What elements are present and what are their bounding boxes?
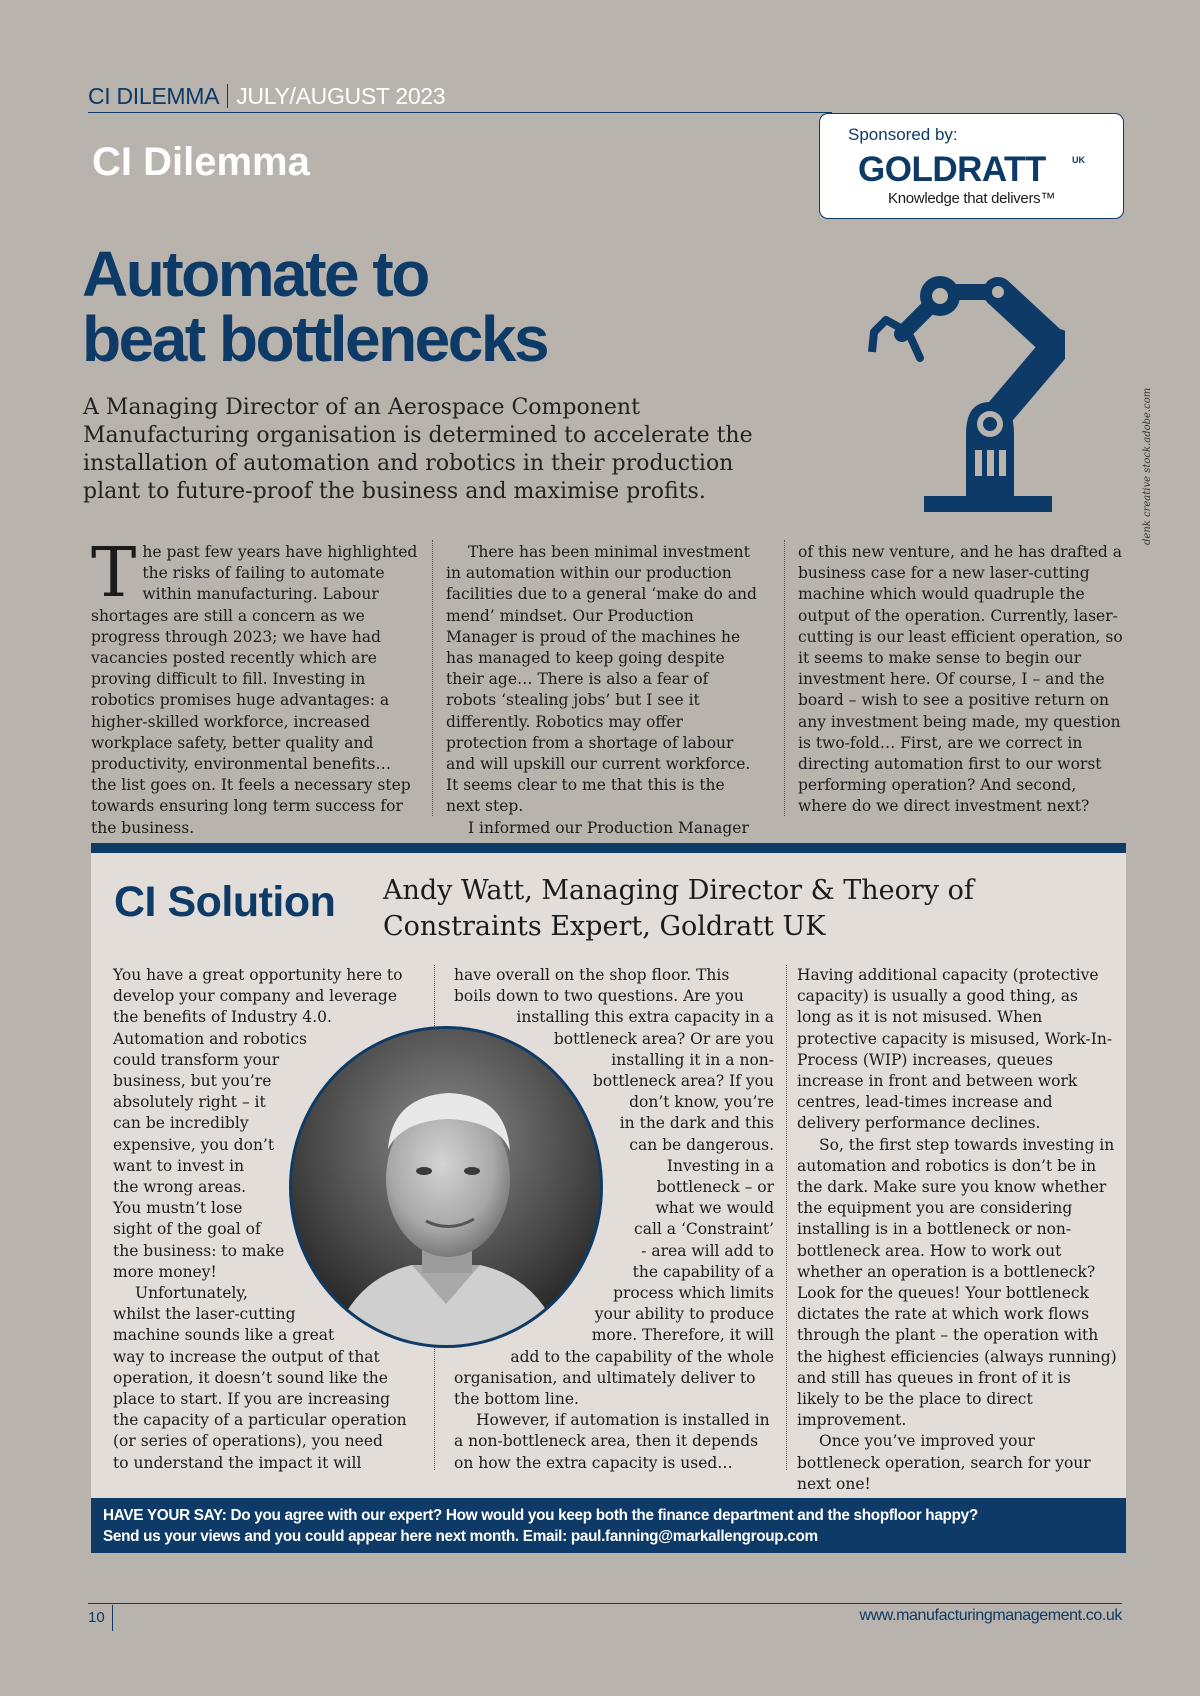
have-your-say-banner [91,1498,1126,1553]
text-line: Unfortunately, [135,1284,248,1303]
text-line: sight of the goal of [113,1220,261,1239]
text-line: to understand the impact it will [113,1453,362,1472]
text-line: process which limits [613,1284,774,1303]
footer-separator [112,1605,113,1631]
dilemma-col2-para-1: There has been minimal investment in automation within our production facilities due to a general ‘make do and mend’ mindset. Our Production Manager is proud of the machines he has managed to keep going despite their age… There is also a fear of robots ‘stealing jobs’ but I see it differently. Robotics may offer protection from a shortage of labour and will upskill our current workforce. It seems clear to me that this is the next step. [446,543,757,816]
goldratt-logo: GOLDRATT [858,150,1046,189]
article-headline [82,238,782,375]
text-line: want to invest in [113,1156,245,1175]
drop-cap: T [91,534,137,613]
text-line: in the dark and this [619,1114,774,1133]
dilemma-col2-para-2: I informed our Production Manager [468,818,749,837]
text-line: the benefits of Industry 4.0. [113,1008,332,1027]
dilemma-col1-text: he past few years have highlighted the risks of failing to automate within manufacturing. Labour shortages are still a concern as we progress through 2023; we have had vacancies posted recently which are proving difficult to fill. Investing in robotics promises huge advantages: a higher-skilled workforce, increased workplace safety, better quality and productivity, environmental benefits… the list goes on. It feels a necessary step towards ensuring long term success for the business. [91,543,418,837]
text-line: absolutely right – it [113,1093,266,1112]
issue-date: JULY/AUGUST 2023 [236,83,446,109]
text-line: bottleneck area? If you [592,1072,774,1091]
text-line: a non-bottleneck area, then it depends [454,1432,759,1451]
text-line: can be dangerous. [629,1135,774,1154]
section-label: CI DILEMMA [88,83,220,109]
text-line: You mustn’t lose [113,1199,243,1218]
solution-column-3 [797,965,1117,1495]
solution-col3-para-2: So, the first step towards investing in automation and robotics is don’t be in the dark. Make sure you know whether the equipment you are considering installing is in a bottleneck or non-bottleneck area. How to work out whether an operation is a bottleneck? Look for the queues! Your bottleneck dictates the rate at which work flows through the plant – the operation with the highest efficiencies (always running) and still has queues in front of it is likely to be the place to direct improvement. [797,1135,1117,1430]
text-line: what we would [655,1199,774,1218]
running-head [88,83,445,110]
solution-col3-para-3: Once you’ve improved your bottleneck operation, search for your next one! [797,1432,1091,1493]
photo-credit: denk creative stock.adobe.com [1142,387,1153,545]
column-divider [432,540,433,816]
goldratt-logo-uk: UK [1072,155,1085,165]
dilemma-col3-text: of this new venture, and he has drafted a business case for a new laser-cutting machine which would quadruple the output of the operation. Currently, laser-cutting is our least efficient operation, so it seems to make sense to begin our investment here. Of course, I – and the board – wish to see a positive return on any investment being made, my question is two-fold… First, are we correct in directing automation first to our worst performing operation? And second, where do we direct investment next? [798,543,1123,816]
text-line: on how the extra capacity is used… [454,1453,733,1472]
sponsor-label: Sponsored by: [848,125,958,144]
text-line: However, if automation is installed in [476,1411,770,1430]
column-divider [784,540,785,816]
text-line: - area will add to [641,1241,774,1260]
header-separator [227,84,228,108]
article-standfirst: A Managing Director of an Aerospace Component Manufacturing organisation is determined to accelerate the installation of automation and robotics in their production plant to future-proof the business and maximise profits. [83,395,753,504]
text-line: bottleneck – or [656,1178,774,1197]
text-line: installing this extra capacity in a [516,1008,774,1027]
text-line: bottleneck area? Or are you [553,1029,774,1048]
headline-line-2: beat bottlenecks [82,303,548,375]
text-line: boils down to two questions. Are you [454,987,744,1006]
text-line: develop your company and leverage [113,987,397,1006]
dilemma-column-1 [91,534,421,839]
text-line: organisation, and ultimately deliver to [454,1368,756,1387]
text-line: more. Therefore, it will [591,1326,774,1345]
solution-col3-para-1: Having additional capacity (protective capacity) is usually a good thing, as long as it is not misused. When protective capacity is misused, Work-In-Process (WIP) increases, queues increase in front and between work centres, lead-times increase and delivery performance declines. [797,966,1113,1133]
text-line: your ability to produce [594,1305,774,1324]
text-line: expensive, you don’t [113,1135,275,1154]
text-line: You have a great opportunity here to [113,966,403,984]
portrait-illustration [292,1029,600,1345]
text-line: can be incredibly [113,1114,249,1133]
dilemma-column-2 [446,542,760,839]
text-line: the bottom line. [454,1390,579,1409]
have-your-say-line-2: Send us your views and you could appear here next month. Email: paul.fanning@markallengroup.com [103,1528,818,1545]
have-your-say-line-1: HAVE YOUR SAY: Do you agree with our expert? How would you keep both the finance department and the shopfloor happy? [103,1507,978,1524]
text-line: place to start. If you are increasing [113,1390,391,1409]
text-line: whilst the laser-cutting [113,1305,296,1324]
text-line: operation, it doesn’t sound like the [113,1368,388,1387]
page-number: 10 [88,1609,105,1626]
footer-rule [88,1603,1122,1604]
solution-author: Andy Watt, Managing Director & Theory of Constraints Expert, Goldratt UK [383,875,974,942]
robot-arm-icon [840,274,1065,514]
text-line: could transform your [113,1050,280,1069]
text-line: Investing in a [666,1156,774,1175]
solution-title: CI Solution [114,878,336,926]
headline-line-1: Automate to [82,238,428,310]
text-line: have overall on the shop floor. This [454,966,730,984]
header-rule [88,112,832,113]
dilemma-column-3 [798,542,1128,818]
text-line: don’t know, you’re [629,1093,774,1112]
section-title: CI Dilemma [92,140,310,184]
text-line: the business: to make [113,1241,285,1260]
text-line: call a ‘Constraint’ [634,1220,774,1239]
text-line: Automation and robotics [113,1029,307,1048]
text-line: the capacity of a particular operation [113,1411,407,1430]
text-line: the capability of a [632,1262,774,1281]
text-line: (or series of operations), you need [113,1432,383,1451]
text-line: installing it in a non- [611,1050,774,1069]
sponsor-tagline: Knowledge that delivers™ [888,190,1056,207]
text-line: add to the capability of the whole [510,1347,774,1366]
text-line: more money! [113,1262,217,1281]
text-line: business, but you’re [113,1072,272,1091]
column-divider [786,965,787,1470]
text-line: machine sounds like a great [113,1326,335,1345]
expert-portrait [289,1026,603,1348]
sponsor-box [819,113,1124,219]
website-link[interactable]: www.manufacturingmanagement.co.uk [859,1607,1122,1624]
text-line: the wrong areas. [113,1178,247,1197]
text-line: way to increase the output of that [113,1347,380,1366]
